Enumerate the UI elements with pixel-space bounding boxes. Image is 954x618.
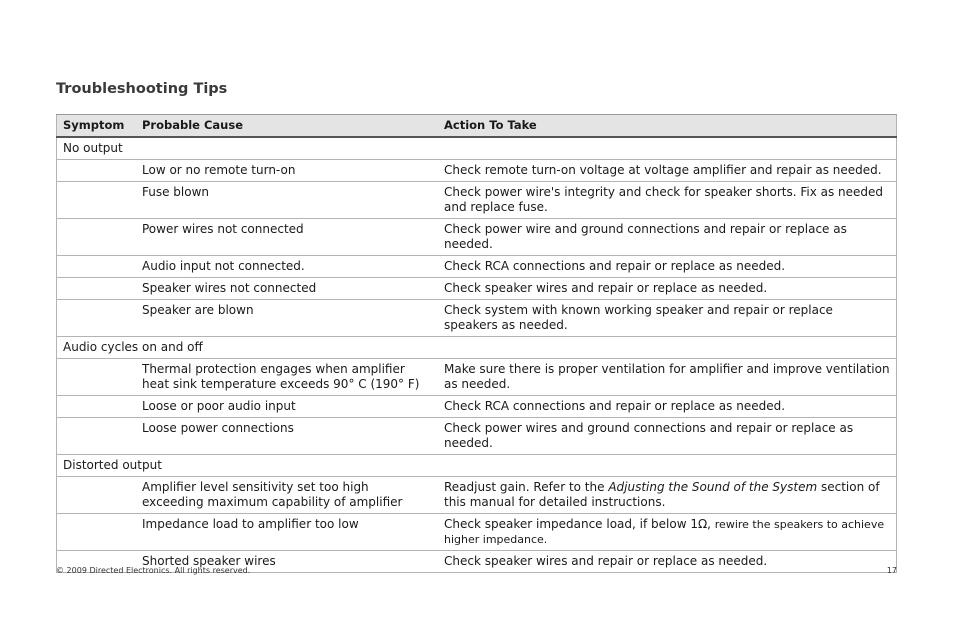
cause-cell: Power wires not connected: [136, 219, 438, 256]
action-text: Check speaker impedance load, if below 1Ω,: [444, 517, 715, 531]
table-row: [57, 256, 897, 278]
action-cell: Check RCA connections and repair or replace as needed.: [438, 396, 897, 418]
table-row: [57, 477, 897, 514]
empty-symptom-cell: [57, 182, 137, 219]
cause-cell: Speaker are blown: [136, 300, 438, 337]
header-symptom: Symptom: [57, 115, 137, 138]
table-row: [57, 160, 897, 182]
cause-cell: Audio input not connected.: [136, 256, 438, 278]
table-row: [57, 182, 897, 219]
page-number: 17: [886, 566, 897, 575]
cause-cell: Speaker wires not connected: [136, 278, 438, 300]
action-text: Readjust gain. Refer to the: [444, 480, 609, 494]
cause-cell: Thermal protection engages when amplifier heat sink temperature exceeds 90° C (190° F): [136, 359, 438, 396]
action-cell: Check power wires and ground connections and repair or replace as needed.: [438, 418, 897, 455]
symptom-cell: Audio cycles on and off: [57, 337, 897, 359]
header-probable-cause: Probable Cause: [136, 115, 438, 138]
cause-cell: Low or no remote turn-on: [136, 160, 438, 182]
cause-cell: Loose or poor audio input: [136, 396, 438, 418]
table-row: [57, 359, 897, 396]
header-action: Action To Take: [438, 115, 897, 138]
cause-cell: Shorted speaker wires: [136, 551, 438, 573]
empty-symptom-cell: [57, 278, 137, 300]
action-cell: Check speaker wires and repair or replace as needed.: [438, 551, 897, 573]
action-cell: [438, 477, 897, 514]
symptom-cell: No output: [57, 137, 897, 160]
action-cell: Check power wire and ground connections and repair or replace as needed.: [438, 219, 897, 256]
action-cell: Make sure there is proper ventilation for amplifier and improve ventilation as needed.: [438, 359, 897, 396]
empty-symptom-cell: [57, 418, 137, 455]
table-row: [57, 278, 897, 300]
cause-cell: Amplifier level sensitivity set too high exceeding maximum capability of amplifier: [136, 477, 438, 514]
action-cell: Check RCA connections and repair or replace as needed.: [438, 256, 897, 278]
empty-symptom-cell: [57, 160, 137, 182]
symptom-group-row: [57, 455, 897, 477]
table-row: [57, 396, 897, 418]
table-row: [57, 418, 897, 455]
action-cell: Check power wire's integrity and check for speaker shorts. Fix as needed and replace fuse.: [438, 182, 897, 219]
empty-symptom-cell: [57, 219, 137, 256]
symptom-group-row: [57, 137, 897, 160]
page-title: Troubleshooting Tips: [56, 81, 228, 97]
table-row: [57, 300, 897, 337]
section-reference: Adjusting the Sound of the System: [608, 480, 818, 494]
action-text: section of this manual for detailed instructions.: [444, 480, 880, 509]
empty-symptom-cell: [57, 256, 137, 278]
action-cell: Check speaker wires and repair or replace as needed.: [438, 278, 897, 300]
footer-copyright: © 2009 Directed Electronics. All rights reserved.: [56, 566, 251, 575]
empty-symptom-cell: [57, 514, 137, 551]
action-text-small: rewire the speakers to achieve higher impedance.: [444, 518, 885, 546]
symptom-group-row: [57, 337, 897, 359]
table-row: [57, 514, 897, 551]
empty-symptom-cell: [57, 300, 137, 337]
table-row: [57, 219, 897, 256]
action-cell: Check system with known working speaker and repair or replace speakers as needed.: [438, 300, 897, 337]
empty-symptom-cell: [57, 396, 137, 418]
action-cell: Check remote turn-on voltage at voltage amplifier and repair as needed.: [438, 160, 897, 182]
troubleshooting-table: [56, 114, 897, 573]
cause-cell: Loose power connections: [136, 418, 438, 455]
empty-symptom-cell: [57, 477, 137, 514]
cause-cell: Fuse blown: [136, 182, 438, 219]
empty-symptom-cell: [57, 359, 137, 396]
action-cell: [438, 514, 897, 551]
symptom-cell: Distorted output: [57, 455, 897, 477]
cause-cell: Impedance load to amplifier too low: [136, 514, 438, 551]
table-header-row: [57, 115, 897, 138]
